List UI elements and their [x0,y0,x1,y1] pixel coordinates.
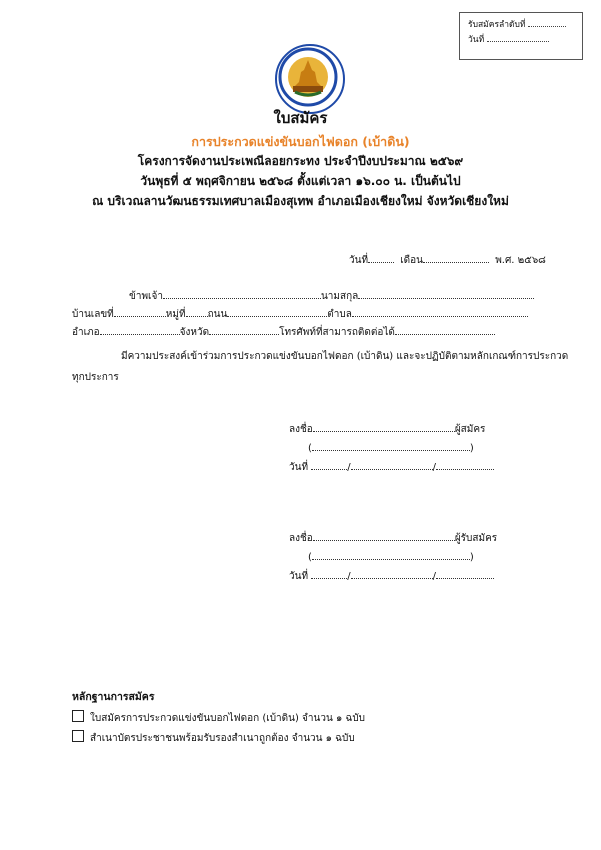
receiver-year-field[interactable] [436,568,494,579]
district-field[interactable] [100,324,180,335]
day-field[interactable] [368,252,394,263]
name-row [129,288,534,304]
statement-line1: มีความประสงค์เข้าร่วมการประกวดแข่งขันบอกไฟดอก (เบ้าดิน) และจะปฏิบัติตามหลักเกณฑ์การประกวด [121,351,569,362]
surname-field[interactable] [358,288,534,299]
road-field[interactable] [227,306,327,317]
evidence-item [72,730,355,746]
applicant-name-field[interactable] [312,440,470,451]
evidence-item-label: สำเนาบัตรประชาชนพร้อมรับรองสำเนาถูกต้อง จำนวน ๑ ฉบับ [90,733,355,744]
applicant-printed-name: ( ) [308,440,474,454]
project-line: โครงการจัดงานประเพณีลอยกระทง ประจำปีงบประมาณ ๒๕๖๙ [137,154,464,168]
house-no-field[interactable] [114,306,166,317]
month-label: เดือน [400,255,423,266]
house-no-label: บ้านเลขที่ [72,309,114,320]
phone-field[interactable] [395,324,495,335]
subdistrict-label: ตำบล [327,309,352,320]
date-time-line: วันพุธที่ ๕ พฤศจิกายน ๒๕๖๘ ตั้งแต่เวลา ๑๖.๐๐ น. เป็นต้นไป [140,174,461,188]
receiver-role-label: ผู้รับสมัคร [454,533,498,544]
seal-graphic [277,46,343,112]
date-line [349,252,546,268]
province-label: จังหวัด [179,327,210,338]
address-row [72,306,528,322]
receipt-box [459,12,583,60]
road-label: ถนน [207,309,228,320]
receipt-no-label: รับสมัครลำดับที่ [468,20,526,30]
receiver-signature-row [289,530,497,546]
receiver-month-field[interactable] [351,568,433,579]
province-field[interactable] [209,324,279,335]
date-label: วันที่ [289,462,309,473]
receipt-date-field[interactable] [487,32,549,42]
evidence-heading: หลักฐานการสมัคร [72,691,155,703]
day-label: วันที่ [349,255,369,266]
applicant-date-row: วันที่ / / [289,459,494,475]
sign-label: ลงชื่อ [289,533,313,544]
moo-label: หมู่ที่ [165,309,186,320]
date-label: วันที่ [289,571,309,582]
month-field[interactable] [423,252,489,263]
applicant-month-field[interactable] [351,459,433,470]
receiver-date-row: วันที่ / / [289,568,494,584]
receiver-day-field[interactable] [311,568,347,579]
moo-field[interactable] [186,306,208,317]
evidence-item [72,710,365,726]
receipt-date-label: วันที่ [468,35,485,45]
applicant-signature-row [289,421,485,437]
evidence-item-label: ใบสมัครการประกวดแข่งขันบอกไฟดอก (เบ้าดิน) จำนวน ๑ ฉบับ [90,713,366,724]
receipt-no-field[interactable] [528,17,566,27]
name-label: ข้าพเจ้า [129,291,163,302]
venue-line: ณ บริเวณลานวัฒนธรรมเทศบาลเมืองสุเทพ อำเภอเมืองเชียงใหม่ จังหวัดเชียงใหม่ [92,194,509,208]
sign-label: ลงชื่อ [289,424,313,435]
location-row [72,324,495,340]
receiver-printed-name: ( ) [308,549,474,563]
checkbox[interactable] [72,710,84,722]
form-subtitle: การประกวดแข่งขันบอกไฟดอก (เบ้าดิน) [191,134,410,149]
district-label: อำเภอ [72,327,100,338]
receiver-name-field[interactable] [312,549,470,560]
applicant-year-field[interactable] [436,459,494,470]
applicant-role-label: ผู้สมัคร [454,424,486,435]
statement-line2: ทุกประการ [72,372,119,383]
receiver-signature-field[interactable] [313,530,455,541]
subdistrict-field[interactable] [352,306,528,317]
applicant-signature-field[interactable] [313,421,455,432]
form-title: ใบสมัคร [273,109,328,127]
year-label: พ.ศ. ๒๕๖๘ [495,255,546,266]
surname-label: นามสกุล [320,291,359,302]
applicant-day-field[interactable] [311,459,347,470]
phone-label: โทรศัพท์ที่สามารถติดต่อได้ [279,327,395,338]
checkbox[interactable] [72,730,84,742]
name-field[interactable] [163,288,321,299]
municipality-seal-icon [275,44,345,114]
